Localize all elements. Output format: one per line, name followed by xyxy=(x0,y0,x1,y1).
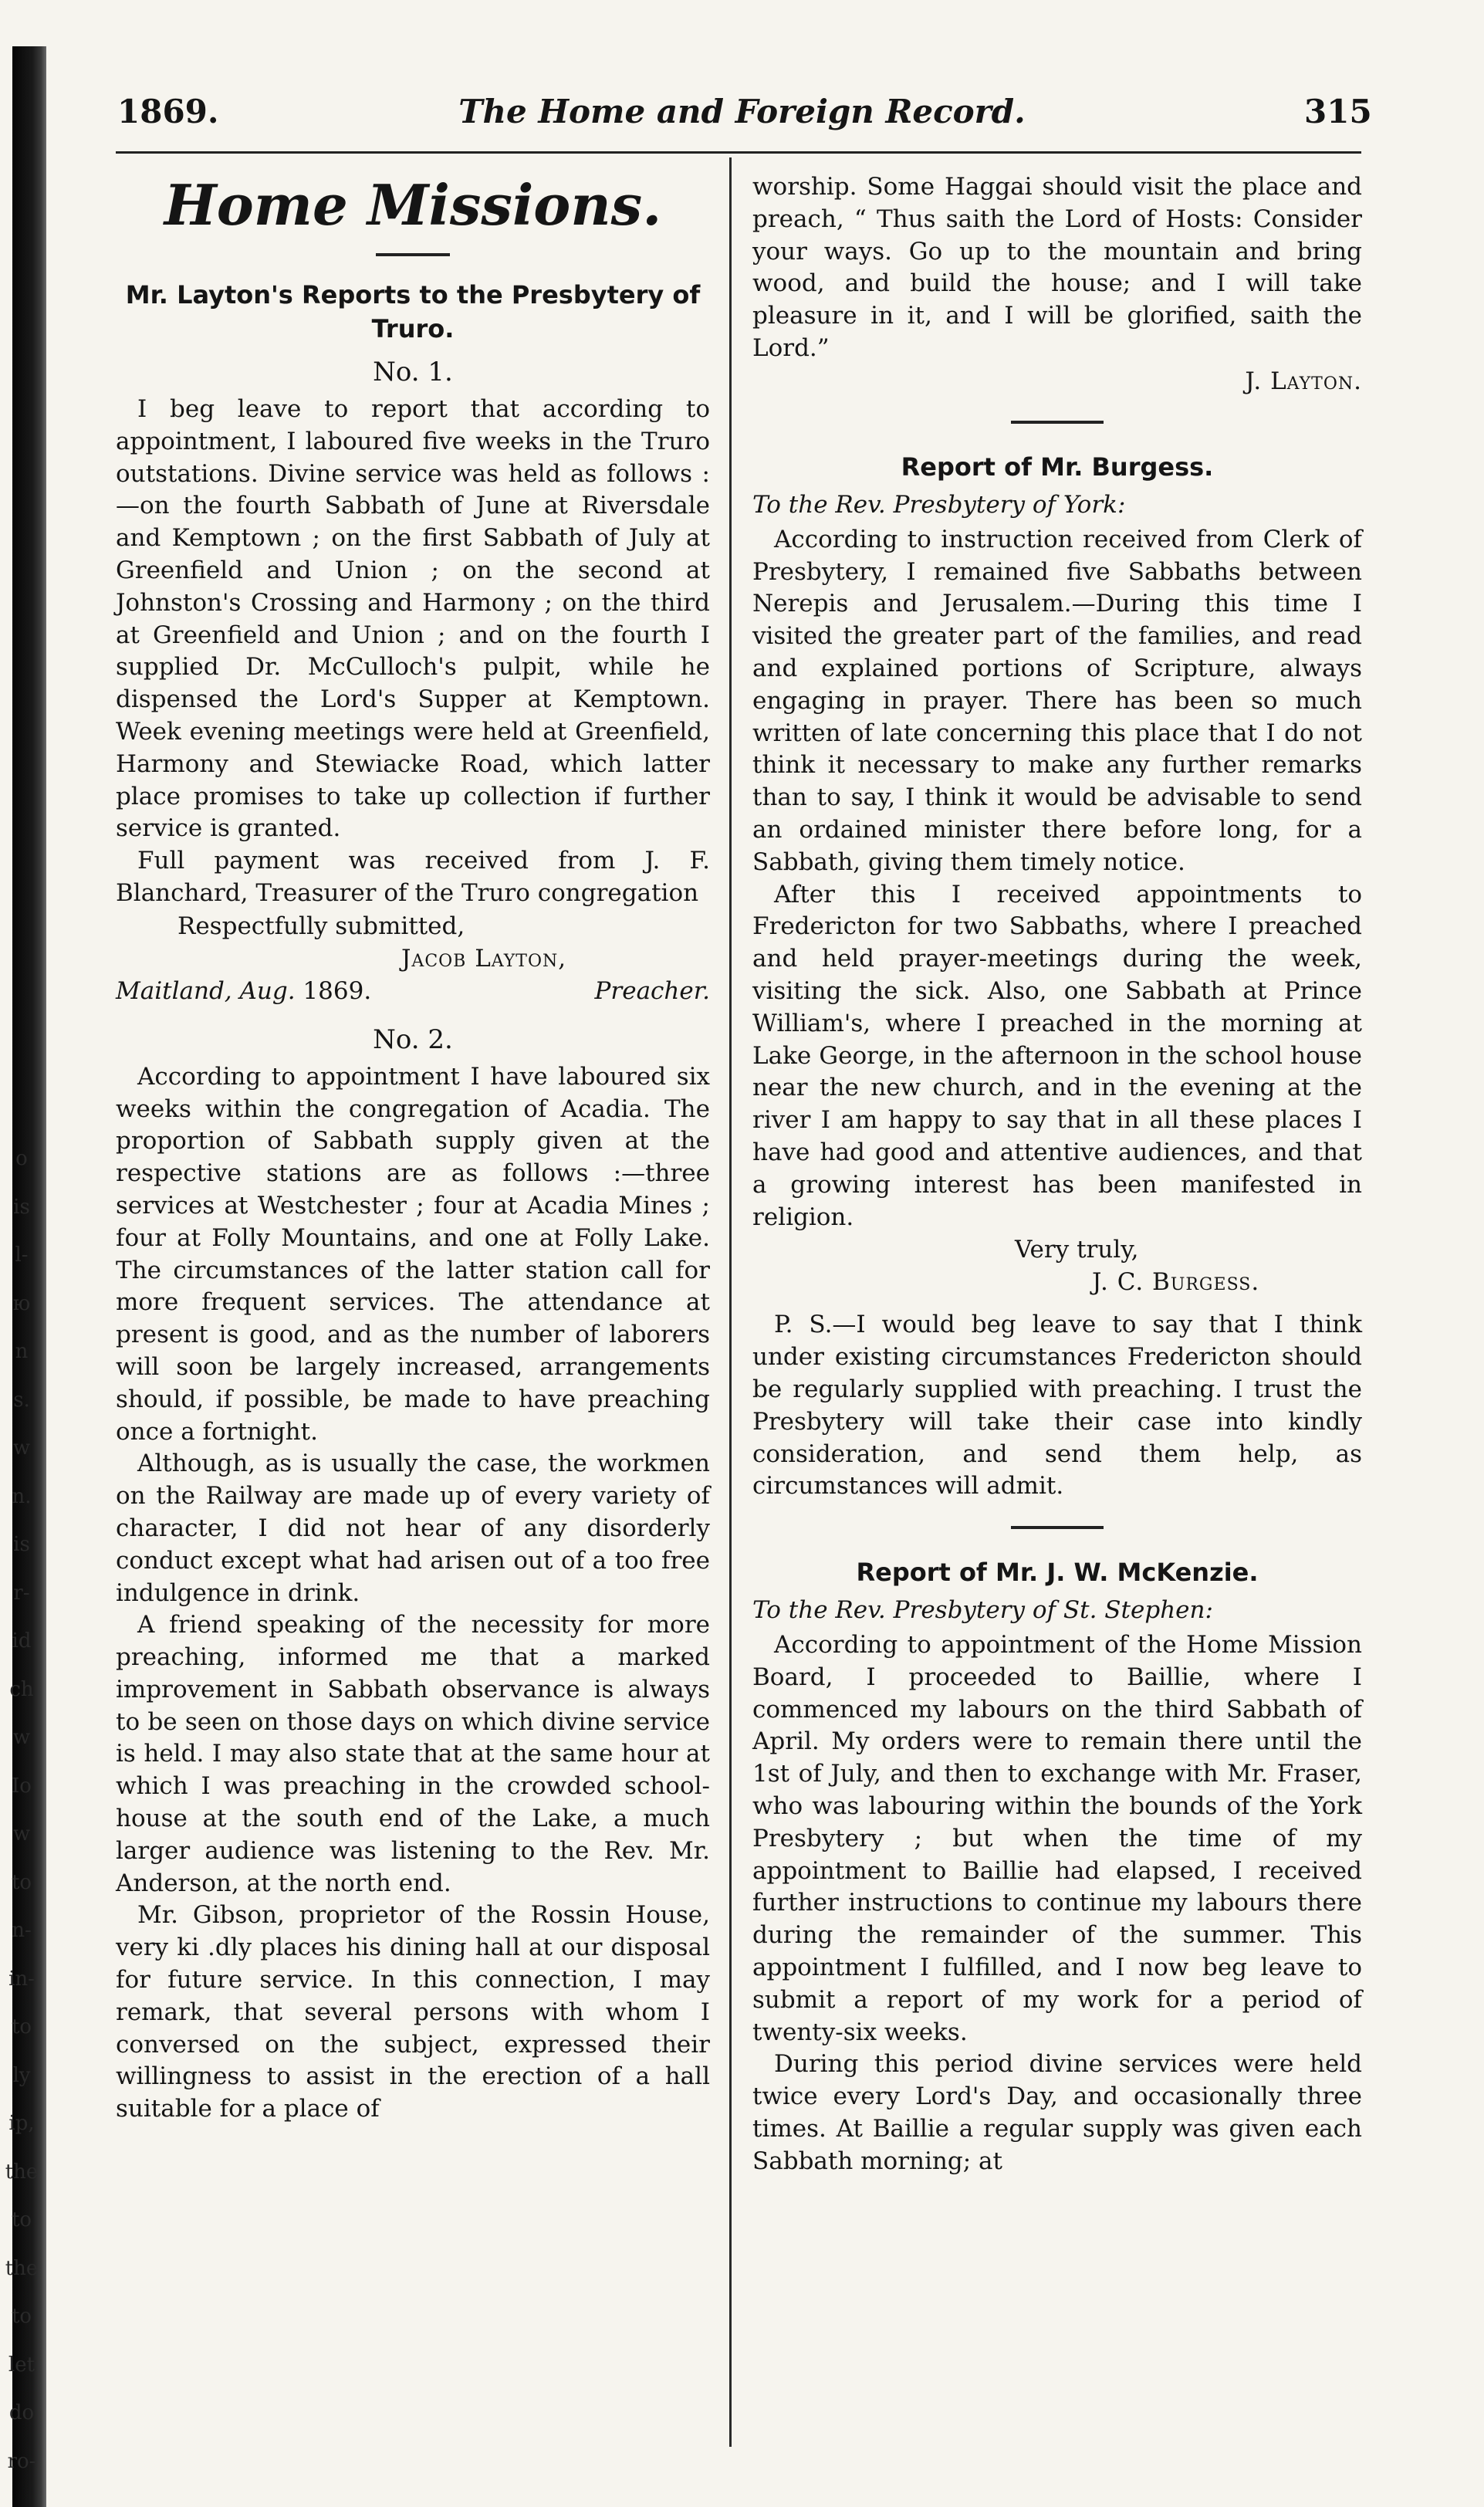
mckenzie-paragraph-2: During this period divine services were held twice every Lord's Day, and occasionally three times. At Baillie a regular supply was given each Sabbath morning; at xyxy=(752,2050,1362,2175)
column-divider xyxy=(729,157,732,2447)
margin-fragment: Io xyxy=(12,1774,32,1798)
burgess-signature: J. C. Burgess. xyxy=(1092,1268,1260,1297)
title-rule xyxy=(376,253,450,256)
section-rule-2 xyxy=(1011,1526,1104,1529)
margin-fragment: is xyxy=(13,1195,30,1219)
layton-no2-paragraph-1: According to appointment I have laboured six weeks within the congregation of Acadia. The proportion of Sabbath supply given at the respective stations are as follows :—three services at Westchester ; four at Acadia Mines ; four at Folly Mountains, and one at Folly Lake. The circumstances of the latter station call for more frequent services. The attendance at present is good, and as the number of laborers will soon be largely increased, arrangements should, if possible, be made to have preaching once a fortnight. xyxy=(116,1062,710,1446)
header-title: The Home and Foreign Record. xyxy=(458,93,1026,130)
margin-fragment: is xyxy=(13,1533,30,1556)
binding-spine xyxy=(12,46,46,2507)
layton-report-title: Mr. Layton's Reports to the Presbytery of Truro. xyxy=(125,280,701,343)
header-rule xyxy=(116,151,1361,154)
margin-fragment: n. xyxy=(12,1484,32,1508)
margin-fragment: to xyxy=(11,2208,32,2231)
burgess-paragraph-2: After this I received appointments to Fredericton for two Sabbaths, where I preached and held prayer-meetings during the week, visiting the sick. Also, one Sabbath at Prince William's, where I preached in the morning at Lake George, in the afternoon in the school house near the new church, and in the evening at the river I am happy to say that in all these places I have had good and attentive audiences, and that a growing interest has been manifested in religion. xyxy=(752,880,1362,1231)
report-number-2: No. 2. xyxy=(373,1023,453,1055)
place-date-year: 1869. xyxy=(303,976,372,1005)
layton-no2-paragraph-2: Although, as is usually the case, the workmen on the Railway are made up of every variety of character, I did not hear of any disorderly conduct except what had arisen out of a too free indulgence in drink. xyxy=(116,1450,710,1607)
margin-fragment: w xyxy=(12,1726,31,1749)
section-rule-1 xyxy=(1011,421,1104,424)
margin-fragment: the xyxy=(5,2256,39,2280)
margin-fragment: to xyxy=(11,1870,32,1894)
margin-fragment: n xyxy=(15,1340,29,1363)
margin-fragment: r- xyxy=(13,1581,30,1605)
burgess-addressee: To the Rev. Presbytery of York: xyxy=(752,490,1126,519)
layton-signature: Jacob Layton, xyxy=(401,944,567,973)
margin-fragment: w xyxy=(12,1822,31,1846)
layton-no2-paragraph-4: Mr. Gibson, proprietor of the Rossin House, very ki .dly places his dining hall at our disposal for future service. In this connection, I may remark, that several persons with whom I conversed on the subject, expressed their willingness to assist in the erection of a hall suitable for a place of xyxy=(116,1901,710,2123)
report-number-1: No. 1. xyxy=(373,357,453,387)
margin-fragment: o xyxy=(15,1147,28,1170)
right-column xyxy=(752,171,1362,2178)
layton-place-date xyxy=(116,975,710,1007)
margin-fragment: in- xyxy=(8,1967,35,1991)
left-column xyxy=(116,171,710,2126)
margin-fragment: ю xyxy=(12,1291,31,1315)
mckenzie-report-title: Report of Mr. J. W. McKenzie. xyxy=(856,1558,1259,1588)
mckenzie-paragraph-1: According to appointment of the Home Mission Board, I proceeded to Baillie, where I commenced my labours on the third Sabbath of April. My orders were to remain there until the 1st of July, and then to exchange with Mr. Fraser, who was labouring within the bounds of the York Presbytery ; but when the time of my appointment to Baillie had elapsed, I received further instructions to continue my labours there during the remainder of the summer. This appointment I fulfilled, and I now beg leave to submit a report of my work for a period of twenty-six weeks. xyxy=(752,1631,1362,2046)
section-title: Home Missions. xyxy=(164,172,662,238)
margin-fragment: w xyxy=(12,1436,31,1460)
margin-fragment: l- xyxy=(15,1243,29,1267)
burgess-paragraph-1: According to instruction received from Clerk of Presbytery, I remained five Sabbaths between Nerepis and Jerusalem.—During this time I visited the greater part of the families, and read and explained portions of Scripture, always engaging in prayer. There has been so much written of late concerning this place that I do not think it necessary to make any further remarks than to say, I think it would be advisable to send an ordained minister there before long, for a Sabbath, giving them timely notice. xyxy=(752,525,1362,876)
layton-role: Preacher. xyxy=(594,976,710,1005)
margin-fragment: do xyxy=(8,2401,35,2424)
layton-no2-paragraph-3: A friend speaking of the necessity for more preaching, informed me that a marked improvement in Sabbath observance is always to be seen on those days on which divine service is held. I may also state that at the same hour at which I was preaching in the crowded school-house at the south end of the Lake, a much larger audience was listening to the Rev. Mr. Anderson, at the north end. xyxy=(116,1611,710,1897)
margin-fragment: ip, xyxy=(8,2112,35,2135)
margin-fragment: n- xyxy=(12,1919,32,1942)
margin-fragment: the xyxy=(5,2160,39,2184)
mckenzie-addressee: To the Rev. Presbytery of St. Stephen: xyxy=(752,1596,1213,1625)
margin-fragment: ro- xyxy=(7,2449,36,2473)
layton-closing: Respectfully submitted, xyxy=(177,912,465,940)
margin-fragment: to xyxy=(11,2305,32,2328)
layton-continuation: worship. Some Haggai should visit the place and preach, “ Thus saith the Lord of Hosts: Consider your ways. Go up to the mountain and bring wood, and build the house; and I will take pleasure in it, and I will be glorified, saith the Lord.” xyxy=(752,173,1362,362)
margin-fragment: id xyxy=(12,1629,32,1653)
layton-no1-paragraph-1: I beg leave to report that according to appointment, I laboured five weeks in the Truro outstations. Divine service was held as follows :—on the fourth Sabbath of June at Riversdale and Kemptown ; on the first Sabbath of July at Greenfield and Union ; on the second at Johnston's Crossing and Harmony ; on the third at Greenfield and Union ; and on the fourth I supplied Dr. McCulloch's pulpit, while he dispensed the Lord's Supper at Kemptown. Week evening meetings were held at Greenfield, Harmony and Stewiacke Road, which latter place promises to take up collection if further service is granted. xyxy=(116,395,710,843)
burgess-closing: Very truly, xyxy=(1015,1236,1139,1264)
header-page-number: 315 xyxy=(1304,93,1372,130)
margin-fragment: ly xyxy=(12,2063,31,2087)
burgess-report-title: Report of Mr. Burgess. xyxy=(901,452,1214,482)
layton-no1-paragraph-2: Full payment was received from J. F. Blanchard, Treasurer of the Truro congregation xyxy=(116,847,710,907)
margin-fragment: s. xyxy=(13,1388,30,1412)
margin-fragment: ch xyxy=(9,1677,34,1701)
margin-fragment: let xyxy=(8,2353,35,2377)
place-date-prefix: Maitland, Aug. xyxy=(116,976,296,1005)
header-year: 1869. xyxy=(117,93,219,130)
layton-continuation-signature: J. Layton. xyxy=(1245,367,1362,395)
margin-fragment: to xyxy=(11,2015,32,2038)
burgess-postscript: P. S.—I would beg leave to say that I think under existing circumstances Fredericton should be regularly supplied with preaching. I trust the Presbytery will take their case into kindly consideration, and send them help, as circumstances will admit. xyxy=(752,1311,1362,1500)
